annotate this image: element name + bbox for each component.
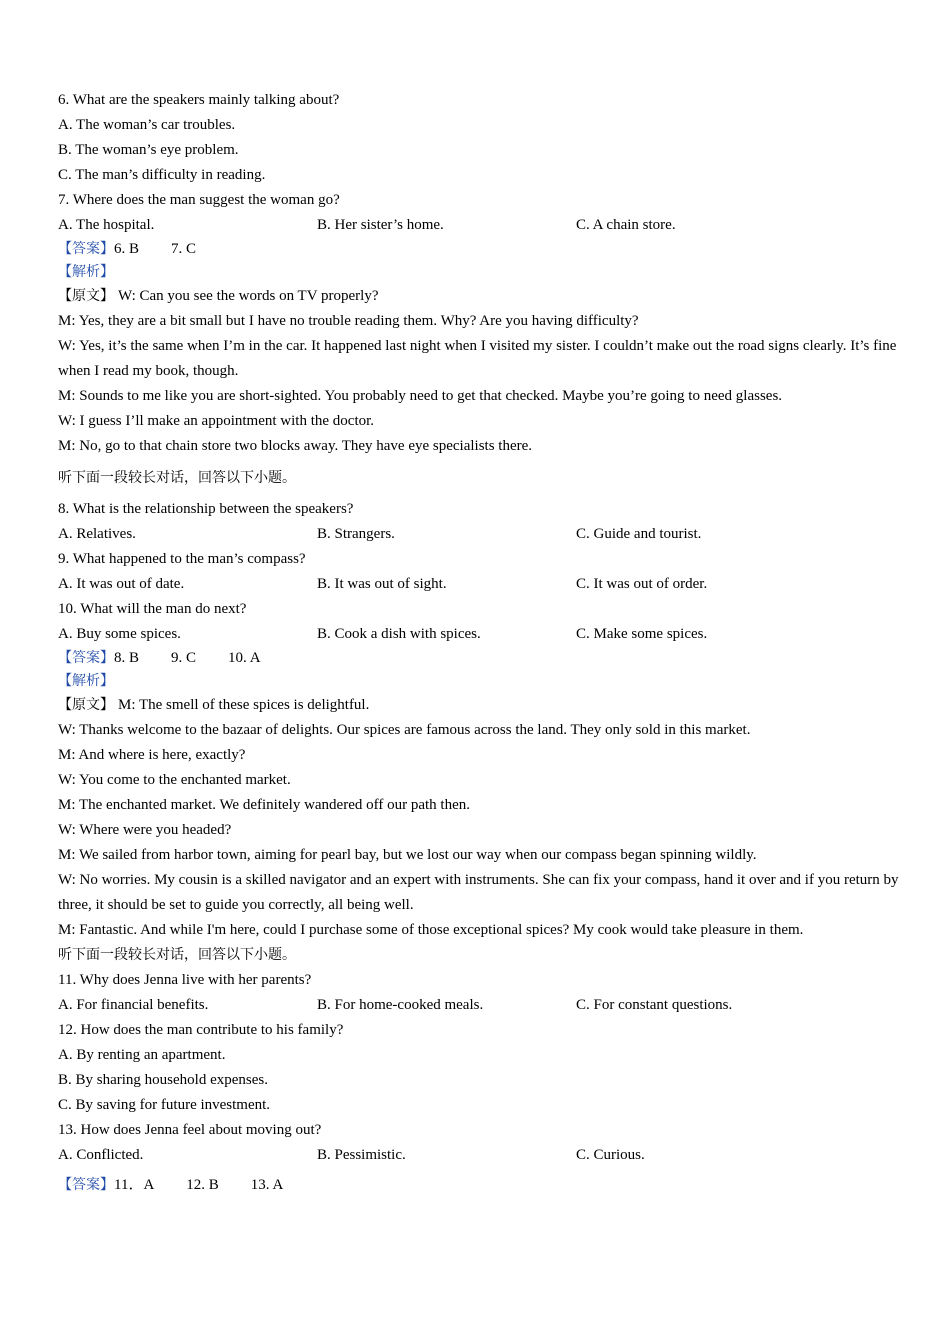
transcript-1-line-2: W: Yes, it’s the same when I’m in the car. It happened last night when I visited my sister. I couldn’t make out the road signs clearly. It’s fine when I read my book, though. [58, 338, 897, 379]
question-11-option-a: A. For financial benefits. [58, 997, 209, 1013]
transcript-2-line-8: M: Fantastic. And while I'm here, could I purchase some of those exceptional spices? My cook would take pleasure in them. [58, 922, 804, 938]
transcript-2-line-1: W: Thanks welcome to the bazaar of delights. Our spices are famous across the land. They only sold in this market. [58, 722, 751, 738]
transcript-2-line-4: M: The enchanted market. We definitely wandered off our path then. [58, 797, 470, 813]
instruction-2: 听下面一段较长对话，回答以下小题。 [58, 947, 296, 963]
question-8-option-c: C. Guide and tourist. [576, 526, 702, 542]
transcript-1-line-1: M: Yes, they are a bit small but I have no trouble reading them. Why? Are you having difficulty? [58, 313, 639, 329]
question-7-option-c: C. A chain store. [576, 217, 676, 233]
answer-tag: 【答案】 [58, 650, 114, 666]
answer-13: 13. A [250, 1177, 284, 1193]
question-9: 9. What happened to the man’s compass? [58, 551, 306, 567]
question-13-option-c: C. Curious. [576, 1147, 645, 1163]
question-11-option-c: C. For constant questions. [576, 997, 733, 1013]
question-10-option-a: A. Buy some spices. [58, 626, 181, 642]
question-10-option-c: C. Make some spices. [576, 626, 708, 642]
transcript-1-line-4: W: I guess I’ll make an appointment with the doctor. [58, 413, 375, 429]
question-7-option-a: A. The hospital. [58, 217, 155, 233]
analysis-row-1 [58, 261, 910, 284]
transcript-2-line-2: M: And where is here, exactly? [58, 747, 246, 763]
analysis-tag: 【解析】 [58, 673, 114, 689]
transcript-2-line-0: 【原文】 M: The smell of these spices is delightful. [58, 697, 370, 713]
question-7: 7. Where does the man suggest the woman go? [58, 192, 340, 208]
question-6-option-b: B. The woman’s eye problem. [58, 142, 239, 158]
question-13-option-b: B. Pessimistic. [317, 1147, 406, 1163]
exam-page [58, 88, 910, 1197]
question-11-options [58, 993, 910, 1018]
question-10: 10. What will the man do next? [58, 601, 247, 617]
answer-7: 7. C [171, 241, 197, 257]
answer-8: 8. B [114, 650, 140, 666]
answer-row-3 [58, 1174, 910, 1197]
question-10-options [58, 622, 910, 647]
question-6-option-a: A. The woman’s car troubles. [58, 117, 236, 133]
transcript-1-line-3: M: Sounds to me like you are short-sighted. You probably need to get that checked. Maybe you’re going to need glasses. [58, 388, 783, 404]
question-11-option-b: B. For home-cooked meals. [317, 997, 484, 1013]
transcript-2-line-5: W: Where were you headed? [58, 822, 232, 838]
answer-6: 6. B [114, 241, 140, 257]
answer-tag: 【答案】 [58, 1177, 114, 1193]
question-12-option-a: A. By renting an apartment. [58, 1047, 226, 1063]
question-9-option-b: B. It was out of sight. [317, 576, 447, 592]
question-9-option-a: A. It was out of date. [58, 576, 185, 592]
transcript-tag: 【原文】 [58, 288, 114, 304]
analysis-tag: 【解析】 [58, 264, 114, 280]
question-6: 6. What are the speakers mainly talking about? [58, 92, 340, 108]
question-10-option-b: B. Cook a dish with spices. [317, 626, 481, 642]
question-13: 13. How does Jenna feel about moving out? [58, 1122, 322, 1138]
question-12-option-b: B. By sharing household expenses. [58, 1072, 268, 1088]
transcript-2-line-3: W: You come to the enchanted market. [58, 772, 291, 788]
question-8-option-a: A. Relatives. [58, 526, 136, 542]
question-8-options [58, 522, 910, 547]
answer-11: 11．A [114, 1177, 155, 1193]
question-13-options [58, 1143, 910, 1168]
answer-row-1 [58, 238, 910, 261]
question-13-option-a: A. Conflicted. [58, 1147, 144, 1163]
instruction-1: 听下面一段较长对话，回答以下小题。 [58, 470, 296, 486]
answer-9: 9. C [171, 650, 197, 666]
question-6-option-c: C. The man’s difficulty in reading. [58, 167, 266, 183]
transcript-1-line-0: 【原文】 W: Can you see the words on TV properly? [58, 288, 379, 304]
question-7-options [58, 213, 910, 238]
question-12-option-c: C. By saving for future investment. [58, 1097, 271, 1113]
analysis-row-2 [58, 670, 910, 693]
transcript-1-line-5: M: No, go to that chain store two blocks away. They have eye specialists there. [58, 438, 533, 454]
question-12: 12. How does the man contribute to his family? [58, 1022, 344, 1038]
answer-row-2 [58, 647, 910, 670]
answer-12: 12. B [186, 1177, 219, 1193]
transcript-2-line-6: M: We sailed from harbor town, aiming for pearl bay, but we lost our way when our compass began spinning wildly. [58, 847, 757, 863]
answer-tag: 【答案】 [58, 241, 114, 257]
question-11: 11. Why does Jenna live with her parents? [58, 972, 312, 988]
question-9-option-c: C. It was out of order. [576, 576, 708, 592]
answer-10: 10. A [228, 650, 261, 666]
question-7-option-b: B. Her sister’s home. [317, 217, 444, 233]
question-8-option-b: B. Strangers. [317, 526, 395, 542]
question-8: 8. What is the relationship between the speakers? [58, 501, 354, 517]
question-9-options [58, 572, 910, 597]
transcript-tag: 【原文】 [58, 697, 114, 713]
transcript-2-line-7: W: No worries. My cousin is a skilled navigator and an expert with instruments. She can fix your compass, hand it over and if you return by three, it should be set to guide you correctly, all being well. [58, 872, 899, 913]
